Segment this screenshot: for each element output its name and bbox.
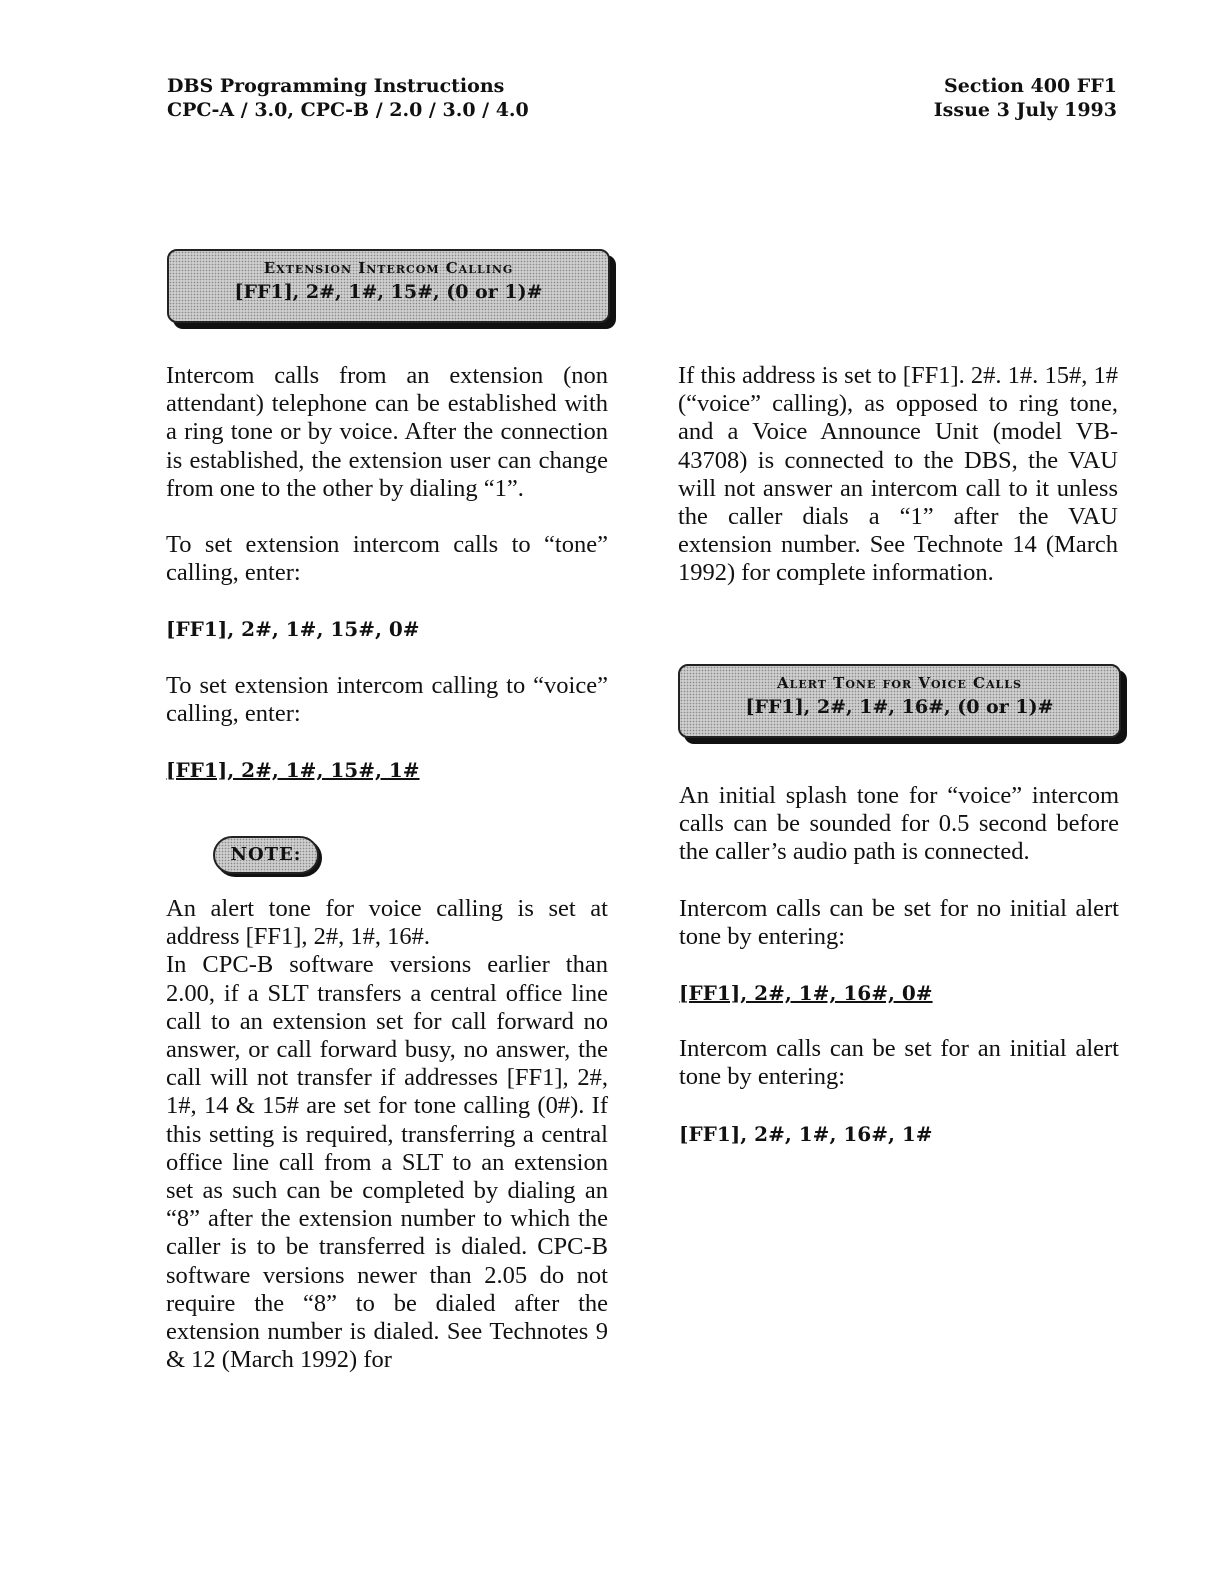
alert-tone-heading-box (678, 664, 1121, 738)
no-alert-instruction: Intercom calls can be set for no initial alert tone by entering: (679, 894, 1119, 950)
note-badge: NOTE: (213, 836, 319, 874)
alert-code: [FF1], 2#, 1#, 16#, 1# (679, 1121, 933, 1146)
alert-instruction: Intercom calls can be set for an initial alert tone by entering: (679, 1035, 1119, 1091)
header-right (934, 74, 1117, 122)
left-column (166, 362, 608, 784)
tone-instruction: To set extension intercom calls to “tone” calling, enter: (166, 531, 608, 587)
voice-code: [FF1], 2#, 1#, 15#, 1# (166, 758, 420, 783)
splash-tone-paragraph: An initial splash tone for “voice” intercom calls can be sounded for 0.5 second before the caller’s audio path is connected. (679, 782, 1119, 866)
doc-versions: CPC-A / 3.0, CPC-B / 2.0 / 3.0 / 4.0 (167, 99, 529, 121)
right-column-bottom (679, 782, 1119, 1148)
note-transfer-text: In CPC-B software versions earlier than 2.00, if a SLT transfers a central office line call to an extension set for call forward no answer, or call forward busy, no answer, the call will not transfer if addresses [FF1], 2#, 1#, 14 & 15# are set for tone calling (0#). If this setting is required, transferring a central office line call from a SLT to an extension set as such can be completed by dialing an “8” after the extension number to which the caller is to be transferred is dialed. CPC-B software versions newer than 2.05 do not require the “8” to be dialed after the extension number is dialed. See Technotes 9 & 12 (March 1992) for (166, 951, 608, 1374)
doc-title: DBS Programming Instructions (167, 75, 505, 97)
section-title: Alert Tone for Voice Calls (777, 674, 1022, 692)
note-text (166, 895, 608, 1374)
intro-paragraph: Intercom calls from an extension (non attendant) telephone can be established with a ring tone or by voice. After the connection is established, the extension user can change from one to the other by dialing “1”. (166, 362, 608, 502)
section-address: [FF1], 2#, 1#, 16#, (0 or 1)# (745, 696, 1054, 718)
voice-instruction: To set extension intercom calling to “voice” calling, enter: (166, 671, 608, 727)
right-column-top (678, 362, 1118, 588)
section-number: Section 400 FF1 (944, 75, 1117, 97)
note-text-clip (165, 895, 611, 1393)
tone-code: [FF1], 2#, 1#, 15#, 0# (166, 617, 420, 642)
issue-date: Issue 3 July 1993 (933, 99, 1117, 121)
vau-paragraph: If this address is set to [FF1]. 2#. 1#. 15#, 1# (“voice” calling), as opposed to ring tone, and a Voice Announce Unit (model VB-43708) is connected to the DBS, the VAU will not answer an intercom call to it unless the caller dials a “1” after the VAU extension number. See Technote 14 (March 1992) for complete information. (678, 362, 1118, 587)
note-alert-text: An alert tone for voice calling is set at address [FF1], 2#, 1#, 16#. (166, 895, 608, 951)
section-address: [FF1], 2#, 1#, 15#, (0 or 1)# (234, 281, 543, 303)
no-alert-code: [FF1], 2#, 1#, 16#, 0# (679, 981, 933, 1006)
header-left (167, 74, 529, 122)
section-title: Extension Intercom Calling (263, 259, 514, 277)
extension-intercom-heading-box (167, 249, 610, 323)
